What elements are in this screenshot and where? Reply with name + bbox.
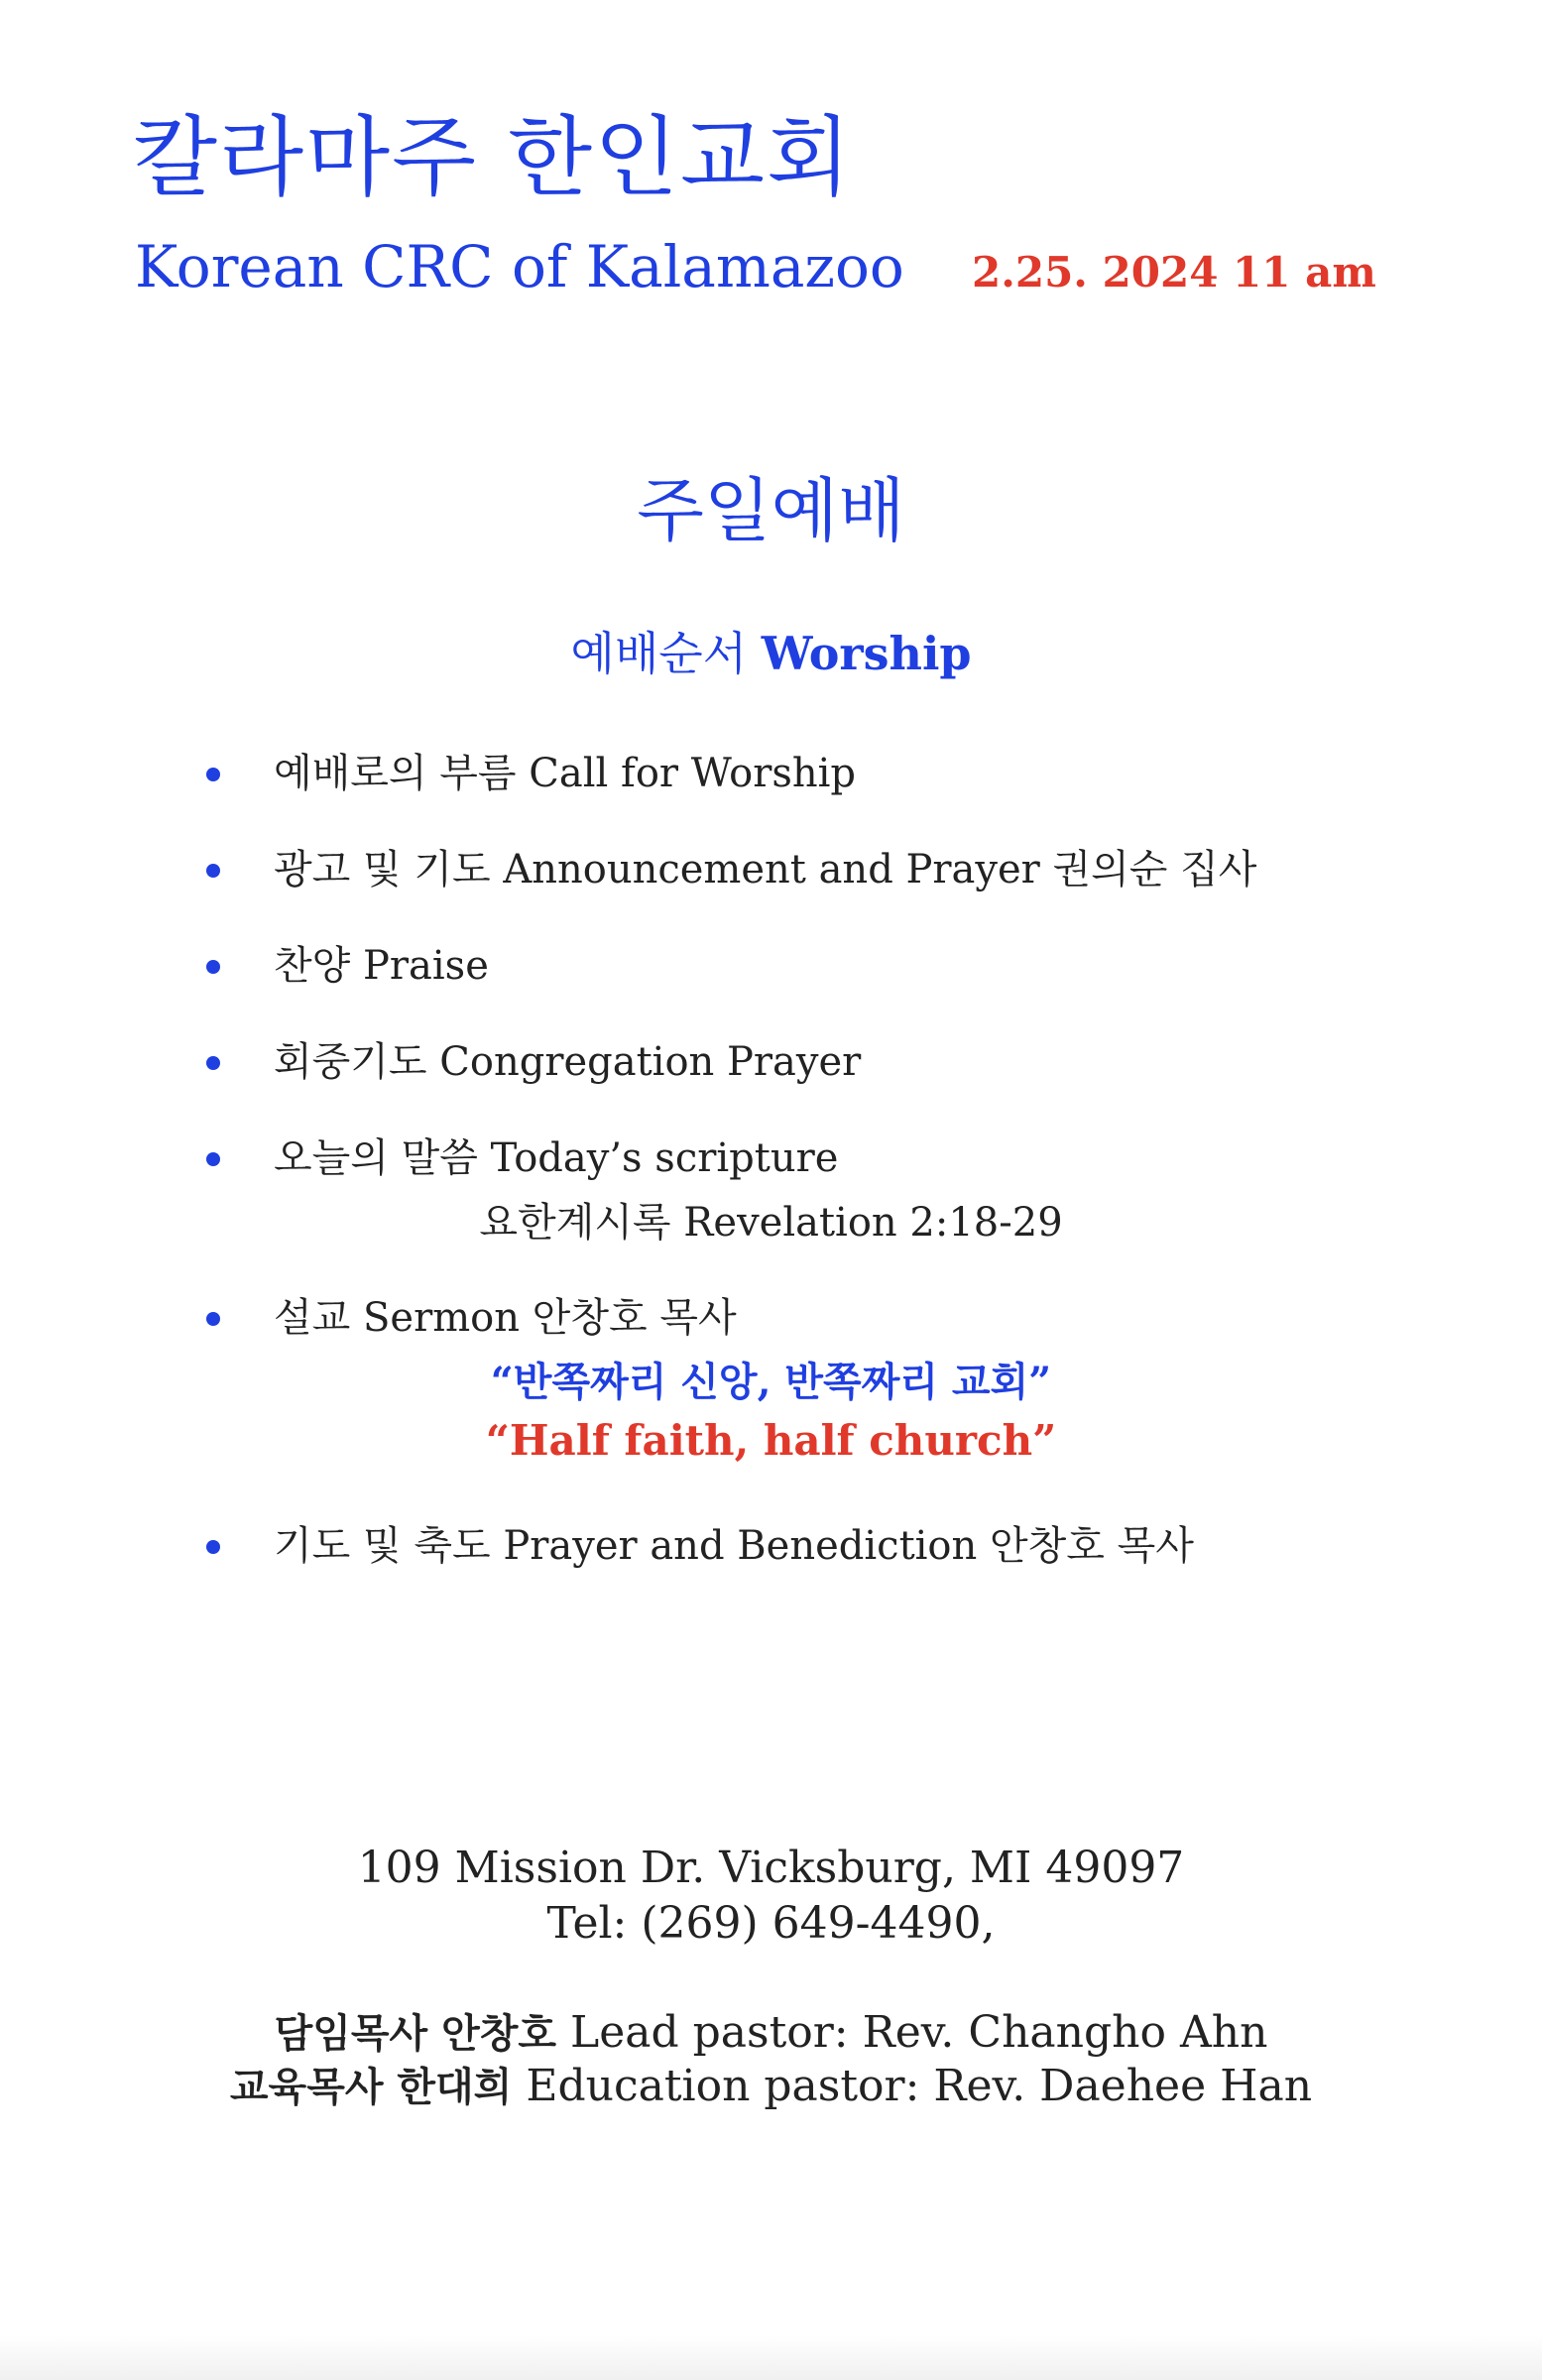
service-title: 주일예배 <box>637 470 905 551</box>
lead-pastor-line <box>0 2007 1542 2058</box>
order-item-sermon: 설교 Sermon 안창호 목사 <box>274 1295 737 1341</box>
bullet-icon <box>206 1152 220 1166</box>
order-item-praise: 찬양 Praise <box>274 943 489 989</box>
education-pastor-line <box>0 2061 1542 2111</box>
education-pastor-korean: 교육목사 한대희 <box>229 2065 513 2110</box>
order-of-worship-heading <box>0 627 1542 680</box>
sermon-title-korean: “반쪽짜리 신앙, 반쪽짜리 교회” <box>490 1359 1052 1405</box>
bullet-icon <box>206 1056 220 1070</box>
bullet-icon <box>206 960 220 974</box>
order-title-korean: 예배순서 <box>570 627 748 680</box>
education-pastor-english: Education pastor: Rev. Daehee Han <box>526 2061 1313 2111</box>
order-item-announcement-prayer: 광고 및 기도 Announcement and Prayer 권의순 집사 <box>274 847 1257 892</box>
church-name-english: Korean CRC of Kalamazoo <box>135 233 904 300</box>
order-item-todays-scripture: 오늘의 말씀 Today’s scripture <box>274 1135 839 1181</box>
page-bottom-shadow <box>0 2335 1542 2380</box>
sermon-title-english: “Half faith, half church” <box>485 1416 1057 1465</box>
scripture-reference: 요한계시록 Revelation 2:18-29 <box>479 1200 1063 1246</box>
bullet-icon <box>206 1312 220 1326</box>
bullet-icon <box>206 864 220 878</box>
service-date: 2.25. 2024 11 am <box>972 248 1376 297</box>
order-item-call-for-worship: 예배로의 부름 Call for Worship <box>274 751 857 796</box>
church-address: 109 Mission Dr. Vicksburg, MI 49097 <box>357 1843 1185 1893</box>
lead-pastor-korean: 담임목사 안창호 <box>274 2011 556 2057</box>
order-item-congregation-prayer: 회중기도 Congregation Prayer <box>274 1039 862 1085</box>
bullet-icon <box>206 768 220 781</box>
order-item-prayer-benediction: 기도 및 축도 Prayer and Benediction 안창호 목사 <box>274 1523 1194 1569</box>
church-name-korean: 칼라마주 한인교회 <box>133 106 854 208</box>
order-title-english: Worship <box>761 627 972 680</box>
bullet-icon <box>206 1540 220 1554</box>
lead-pastor-english: Lead pastor: Rev. Changho Ahn <box>569 2007 1268 2058</box>
church-phone: Tel: (269) 649-4490, <box>546 1898 996 1949</box>
